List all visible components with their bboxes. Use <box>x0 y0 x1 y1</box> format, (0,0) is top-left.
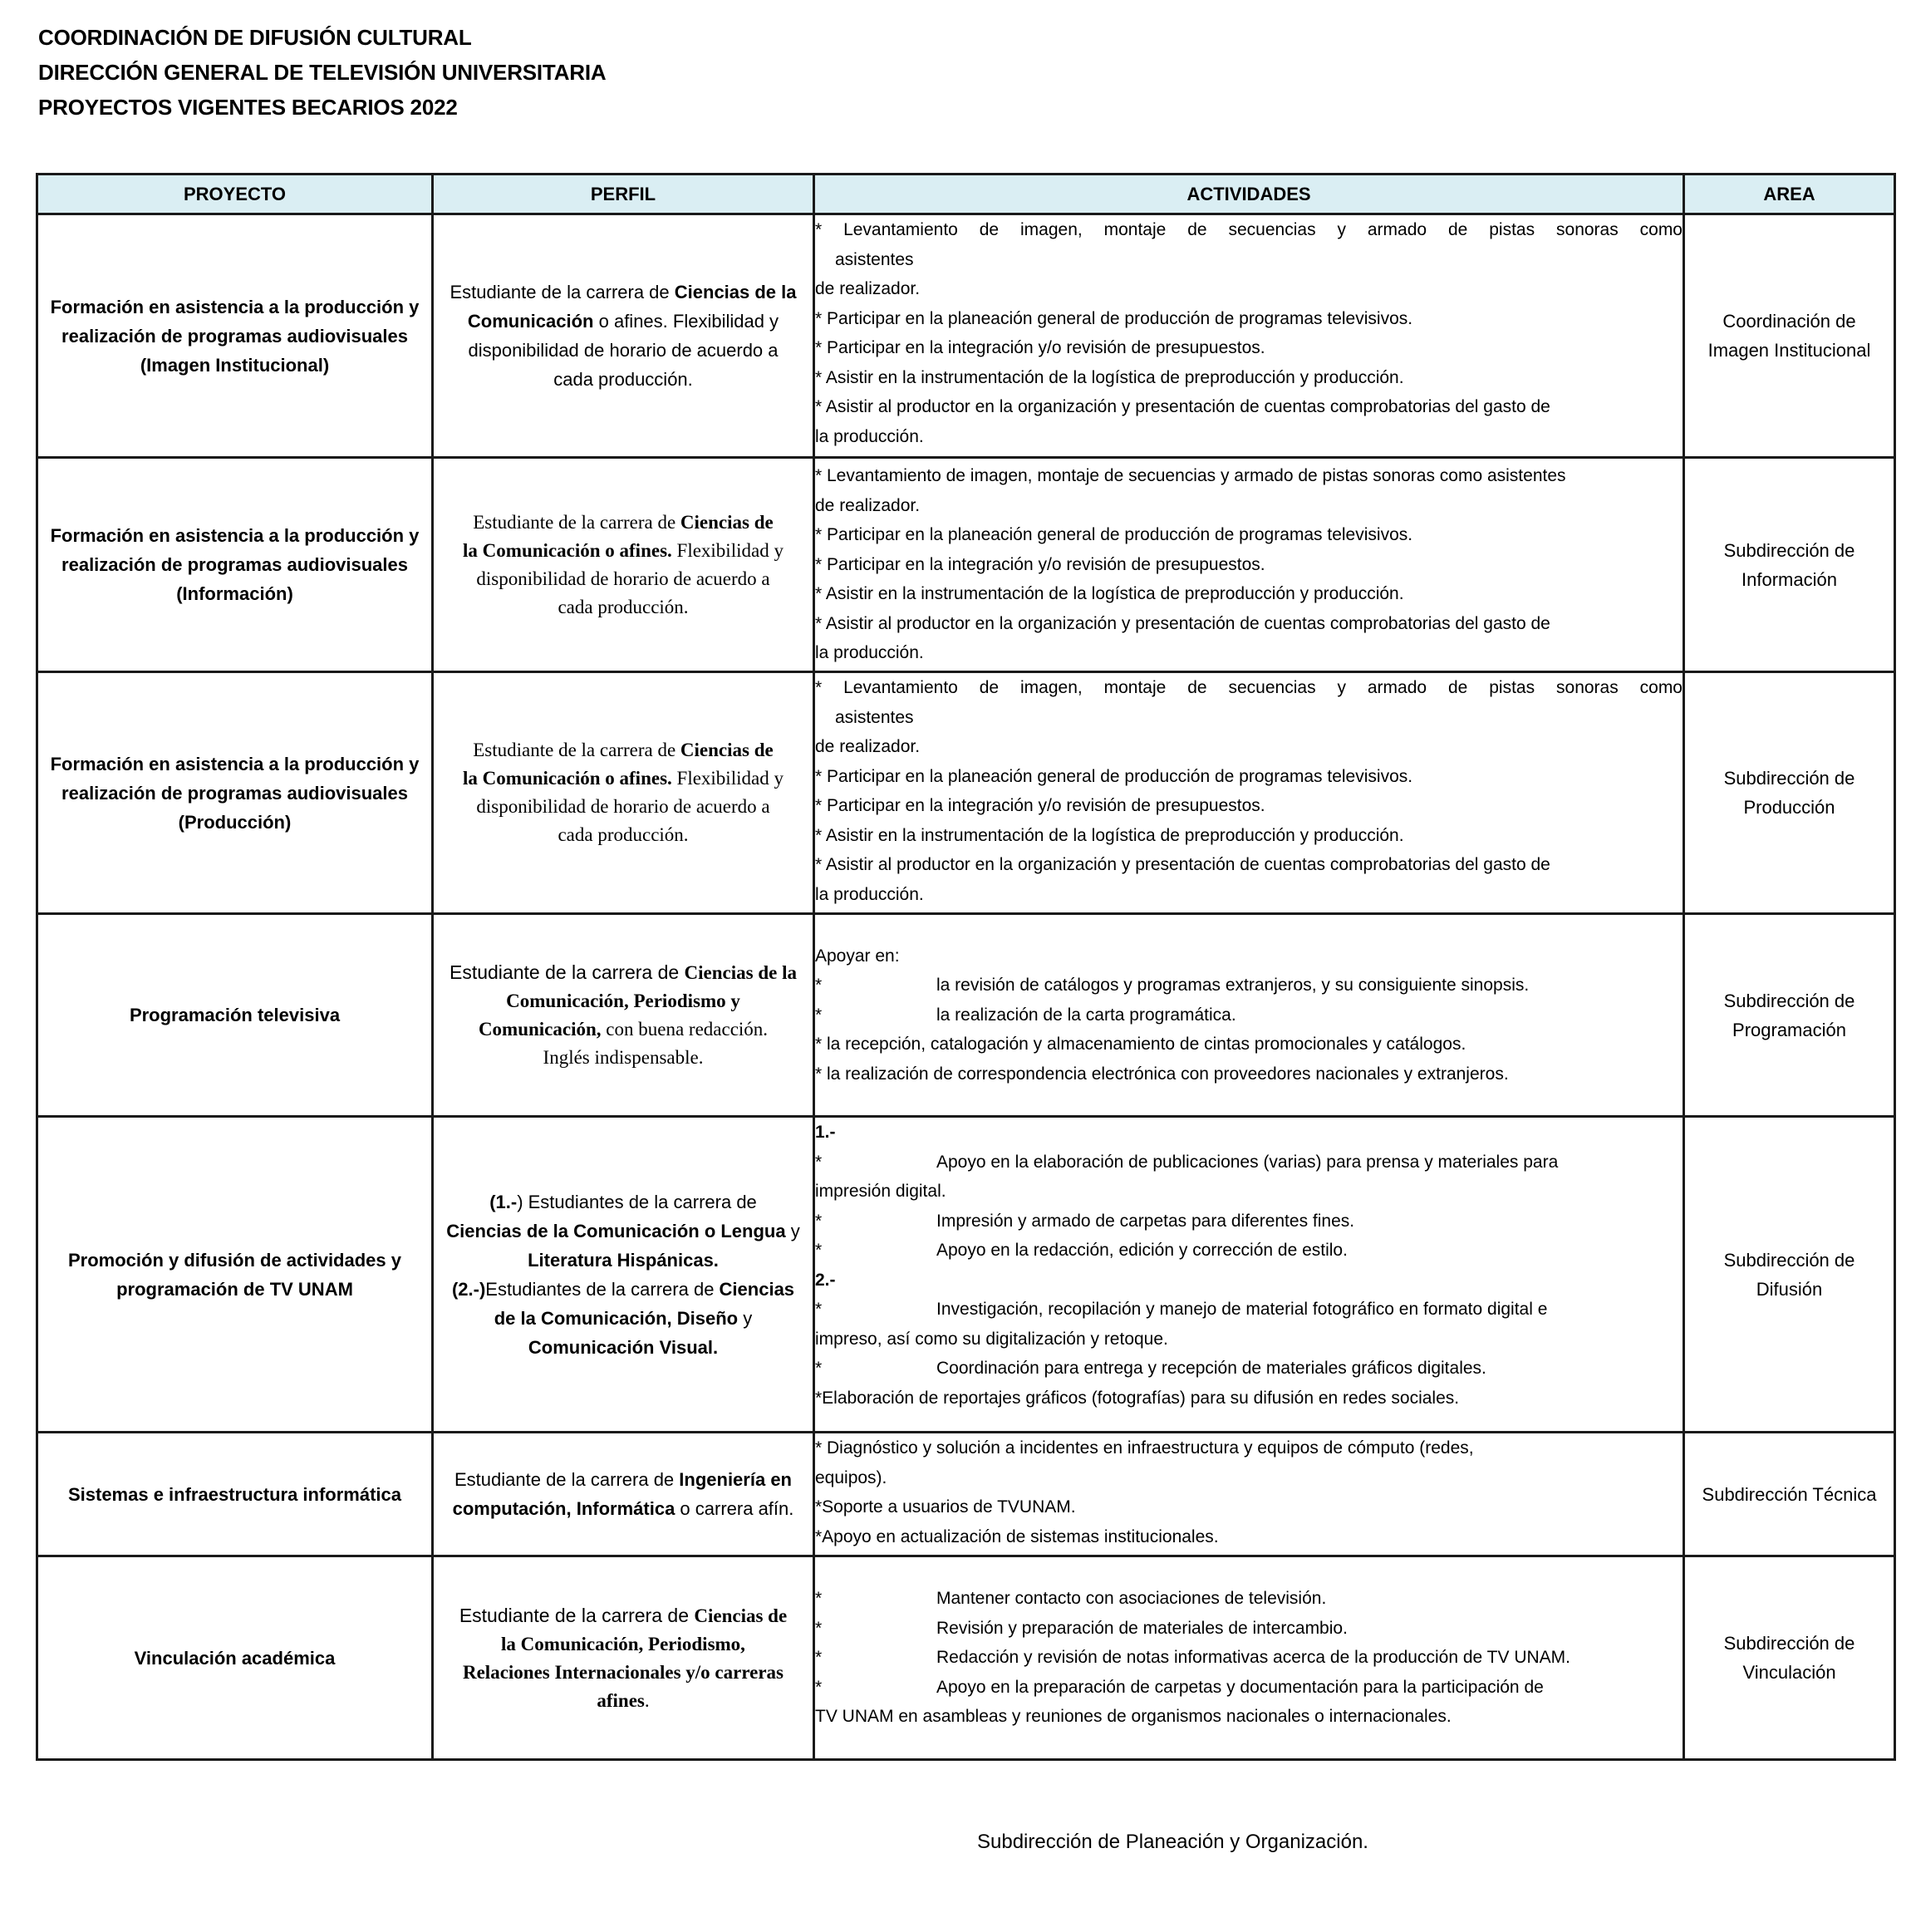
perfil-bold-text: Ingeniería en <box>679 1469 792 1490</box>
actividad-line: * Participar en la planeación general de producción de programas televisivos. <box>815 525 1413 545</box>
actividad-line: * Asistir en la instrumentación de la logística de preproducción y producción. <box>815 825 1404 845</box>
proyecto-cell <box>37 1433 433 1556</box>
perfil-bold-text: Ciencias de <box>680 511 774 533</box>
column-header-proyecto: PROYECTO <box>37 175 433 214</box>
actividad-line: Investigación, recopilación y manejo de material fotográfico en formato digital e <box>936 1300 1548 1319</box>
perfil-text: Estudiante de la carrera de <box>454 1469 680 1490</box>
actividad-line: Apoyo en la redacción, edición y corrección de estilo. <box>936 1241 1348 1260</box>
bullet-star-icon: * <box>815 1677 823 1697</box>
actividad-line: Apoyo en la elaboración de publicaciones (varias) para prensa y materiales para <box>936 1152 1559 1172</box>
bullet-star-icon: * <box>815 976 823 995</box>
actividad-line: Revisión y preparación de materiales de intercambio. <box>936 1618 1348 1638</box>
actividades-cell <box>814 1117 1684 1433</box>
perfil-bold-text: Ciencias de la Comunicación o Lengua <box>446 1220 786 1241</box>
actividad-line: Redacción y revisión de notas informativas acerca de la producción de TV UNAM. <box>936 1648 1570 1668</box>
heading-line-1: COORDINACIÓN DE DIFUSIÓN CULTURAL <box>38 25 472 50</box>
bullet-star-icon: * <box>815 1300 823 1319</box>
proyecto-cell <box>37 1556 433 1760</box>
actividades-cell <box>814 672 1684 914</box>
perfil-bold-text: Comunicación, <box>478 1019 602 1040</box>
perfil-cell <box>433 214 814 458</box>
bullet-star-icon: * <box>815 1152 823 1172</box>
actividad-line: Coordinación para entrega y recepción de materiales gráficos digitales. <box>936 1359 1486 1378</box>
proyecto-line: (Información) <box>176 583 293 604</box>
actividad-line: * Asistir al productor en la organización y presentación de cuentas comprobatorias del gasto de <box>815 855 1550 874</box>
perfil-text: con buena redacción. <box>601 1019 769 1040</box>
actividad-line: impresión digital. <box>815 1182 946 1201</box>
proyecto-line: realización de programas audiovisuales <box>61 325 408 347</box>
actividad-line: * Asistir en la instrumentación de la logística de preproducción y producción. <box>815 584 1404 604</box>
area-cell <box>1684 914 1895 1117</box>
table-row <box>37 458 1895 672</box>
table-row <box>37 214 1895 458</box>
perfil-text: Flexibilidad y <box>671 768 784 789</box>
perfil-cell <box>433 1117 814 1433</box>
actividad-line: * la realización de correspondencia electrónica con proveedores nacionales y extranjeros. <box>815 1064 1509 1084</box>
actividad-line: de realizador. <box>815 737 921 756</box>
area-line: Vinculación <box>1742 1662 1836 1683</box>
area-cell <box>1684 672 1895 914</box>
perfil-text: disponibilidad de horario de acuerdo a <box>476 796 770 817</box>
perfil-cell <box>433 672 814 914</box>
actividad-line: * Participar en la integración y/o revisión de presupuestos. <box>815 796 1265 815</box>
proyecto-line: Formación en asistencia a la producción y <box>50 525 420 546</box>
actividades-cell <box>814 914 1684 1117</box>
actividad-group-heading: 1.- <box>815 1123 836 1142</box>
actividad-line: * Diagnóstico y solución a incidentes en infraestructura y equipos de cómputo (redes, <box>815 1438 1474 1458</box>
actividad-line: * Asistir al productor en la organización y presentación de cuentas comprobatorias del gasto de <box>815 397 1550 416</box>
perfil-text: y <box>785 1220 800 1241</box>
proyecto-line: Formación en asistencia a la producción y <box>50 753 420 774</box>
perfil-text: Estudiante de la carrera de <box>459 1604 695 1626</box>
perfil-bold-text: Ciencias <box>719 1278 795 1300</box>
perfil-text: Estudiante de la carrera de <box>450 282 675 302</box>
perfil-text: Estudiante de la carrera de <box>473 511 680 533</box>
perfil-bold-text: de la Comunicación, Diseño <box>494 1307 739 1329</box>
actividad-line: * Levantamiento de imagen, montaje de secuencias y armado de pistas sonoras como asistentes <box>815 466 1566 486</box>
proyecto-line: Formación en asistencia a la producción y <box>50 296 420 317</box>
actividad-line: * Asistir al productor en la organización y presentación de cuentas comprobatorias del gasto de <box>815 613 1550 633</box>
proyecto-cell <box>37 458 433 672</box>
column-header-actividades: ACTIVIDADES <box>814 175 1684 214</box>
table-header-row <box>37 175 1895 214</box>
perfil-text: Estudiante de la carrera de <box>473 740 680 760</box>
bullet-star-icon: * <box>815 1618 823 1638</box>
perfil-text: Inglés indispensable. <box>543 1047 704 1068</box>
actividad-line: * Participar en la planeación general de producción de programas televisivos. <box>815 308 1413 328</box>
bullet-star-icon: * <box>815 1648 823 1668</box>
actividades-cell <box>814 214 1684 458</box>
actividad-line: impreso, así como su digitalización y retoque. <box>815 1329 1168 1349</box>
perfil-bold-text: Ciencias de la <box>674 282 797 302</box>
bullet-star-icon: * <box>815 1359 823 1378</box>
area-line: Coordinación de <box>1722 311 1856 332</box>
actividad-line: Apoyo en la preparación de carpetas y documentación para la participación de <box>936 1677 1544 1697</box>
actividad-line: * Participar en la planeación general de producción de programas televisivos. <box>815 766 1413 786</box>
perfil-bold-text: (1.- <box>489 1191 518 1212</box>
actividad-intro: Apoyar en: <box>815 946 900 966</box>
area-line: Subdirección de <box>1723 1633 1855 1654</box>
area-line: Subdirección de <box>1723 768 1855 789</box>
actividad-line: * Asistir en la instrumentación de la logística de preproducción y producción. <box>815 367 1404 387</box>
bullet-star-icon: * <box>815 1241 823 1260</box>
perfil-text: Flexibilidad y <box>671 539 784 561</box>
area-line: Producción <box>1743 797 1835 818</box>
actividad-line: Impresión y armado de carpetas para diferentes fines. <box>936 1211 1355 1231</box>
actividad-line: la revisión de catálogos y programas extranjeros, y su consiguiente sinopsis. <box>936 976 1530 995</box>
perfil-bold-text: Ciencias de <box>680 740 774 760</box>
proyecto-line: Vinculación académica <box>134 1647 336 1669</box>
perfil-bold-text: Comunicación, Periodismo y <box>506 991 740 1011</box>
perfil-text: disponibilidad de horario de acuerdo a <box>476 568 770 589</box>
actividad-line: *Soporte a usuarios de TVUNAM. <box>815 1497 1076 1517</box>
proyecto-cell <box>37 214 433 458</box>
actividad-line: * Levantamiento de imagen, montaje de secuencias y armado de pistas sonoras como <box>815 678 1683 697</box>
perfil-text: disponibilidad de horario de acuerdo a <box>468 340 779 361</box>
actividad-line: la producción. <box>815 426 924 446</box>
actividades-cell <box>814 1433 1684 1556</box>
perfil-bold-text: (2.-) <box>451 1278 486 1300</box>
area-cell <box>1684 458 1895 672</box>
table-row <box>37 1433 1895 1556</box>
actividades-cell <box>814 458 1684 672</box>
actividad-line: asistentes <box>835 249 914 269</box>
bullet-star-icon: * <box>815 1211 823 1231</box>
table-row <box>37 914 1895 1117</box>
proyecto-cell <box>37 672 433 914</box>
perfil-bold-text: afines <box>597 1689 645 1711</box>
area-line: Subdirección Técnica <box>1702 1483 1877 1505</box>
perfil-cell <box>433 1556 814 1760</box>
perfil-text: y <box>738 1307 753 1329</box>
projects-table <box>36 173 1896 1761</box>
area-line: Subdirección de <box>1723 539 1855 561</box>
actividades-cell <box>814 1556 1684 1760</box>
proyecto-cell <box>37 1117 433 1433</box>
perfil-text: o carrera afín. <box>675 1498 794 1519</box>
table-row <box>37 672 1895 914</box>
area-line: Subdirección de <box>1723 990 1855 1011</box>
area-cell <box>1684 1556 1895 1760</box>
actividad-line: la producción. <box>815 884 924 904</box>
proyecto-line: (Imagen Institucional) <box>140 354 330 376</box>
area-cell <box>1684 214 1895 458</box>
perfil-bold-text: Relaciones Internacionales y/o carreras <box>462 1661 784 1683</box>
actividad-line: *Apoyo en actualización de sistemas institucionales. <box>815 1526 1219 1546</box>
actividad-line: TV UNAM en asambleas y reuniones de organismos nacionales o internacionales. <box>815 1707 1452 1727</box>
perfil-text: Estudiantes de la carrera de <box>485 1278 720 1300</box>
proyecto-line: realización de programas audiovisuales <box>61 554 408 575</box>
actividad-line: de realizador. <box>815 495 921 515</box>
actividad-line: equipos). <box>815 1467 887 1487</box>
perfil-bold-text: la Comunicación o afines. <box>463 539 672 561</box>
actividad-group-heading: 2.- <box>815 1270 836 1290</box>
actividad-line: Mantener contacto con asociaciones de televisión. <box>936 1589 1327 1609</box>
proyecto-line: Promoción y difusión de actividades y <box>68 1249 401 1271</box>
perfil-text: o afines. Flexibilidad y <box>593 311 779 332</box>
actividad-line: la producción. <box>815 643 924 663</box>
perfil-cell <box>433 914 814 1117</box>
perfil-cell <box>433 1433 814 1556</box>
perfil-text: cada producción. <box>553 369 693 390</box>
bullet-star-icon: * <box>815 1005 823 1025</box>
perfil-text: cada producción. <box>558 596 689 617</box>
actividad-line: la realización de la carta programática. <box>936 1005 1236 1025</box>
proyecto-line: realización de programas audiovisuales <box>61 782 408 804</box>
perfil-text: Estudiante de la carrera de <box>449 961 685 983</box>
actividad-line: * Participar en la integración y/o revisión de presupuestos. <box>815 554 1265 574</box>
perfil-bold-text: la Comunicación, Periodismo, <box>501 1633 745 1654</box>
proyecto-line: Sistemas e infraestructura informática <box>67 1483 402 1505</box>
perfil-bold-text: la Comunicación o afines. <box>463 768 672 789</box>
perfil-bold-text: Literatura Hispánicas. <box>528 1249 719 1271</box>
table-row <box>37 1117 1895 1433</box>
column-header-perfil: PERFIL <box>433 175 814 214</box>
proyecto-line: programación de TV UNAM <box>116 1278 353 1300</box>
area-line: Información <box>1742 568 1837 590</box>
column-header-area: AREA <box>1684 175 1895 214</box>
area-line: Subdirección de <box>1723 1249 1855 1271</box>
perfil-text: cada producción. <box>558 824 689 845</box>
actividad-line: * Participar en la integración y/o revisión de presupuestos. <box>815 338 1265 357</box>
perfil-bold-text: Comunicación Visual. <box>528 1336 719 1358</box>
area-cell <box>1684 1117 1895 1433</box>
actividad-line: * la recepción, catalogación y almacenamiento de cintas promocionales y catálogos. <box>815 1035 1466 1054</box>
perfil-text: . <box>644 1689 650 1711</box>
area-line: Difusión <box>1756 1278 1823 1300</box>
table-row <box>37 1556 1895 1760</box>
heading-line-3: PROYECTOS VIGENTES BECARIOS 2022 <box>38 95 458 120</box>
proyecto-cell <box>37 914 433 1117</box>
perfil-bold-text: computación, Informática <box>452 1498 675 1519</box>
perfil-bold-text: Comunicación <box>467 311 594 332</box>
actividad-line: *Elaboración de reportajes gráficos (fotografías) para su difusión en redes sociales. <box>815 1388 1460 1408</box>
perfil-text: ) Estudiantes de la carrera de <box>517 1191 757 1212</box>
perfil-cell <box>433 458 814 672</box>
perfil-bold-text: Ciencias de <box>694 1605 788 1626</box>
heading-line-2: DIRECCIÓN GENERAL DE TELEVISIÓN UNIVERSITARIA <box>38 60 607 85</box>
area-cell <box>1684 1433 1895 1556</box>
actividad-line: de realizador. <box>815 279 921 298</box>
bullet-star-icon: * <box>815 1589 823 1609</box>
actividad-line: * Levantamiento de imagen, montaje de secuencias y armado de pistas sonoras como <box>815 220 1683 239</box>
area-line: Programación <box>1732 1019 1846 1040</box>
proyecto-line: Programación televisiva <box>129 1005 341 1025</box>
proyecto-line: (Producción) <box>178 811 292 833</box>
footer-signature: Subdirección de Planeación y Organización. <box>977 1831 1368 1853</box>
area-line: Imagen Institucional <box>1707 340 1871 361</box>
actividad-line: asistentes <box>835 707 914 727</box>
perfil-bold-text: Ciencias de la <box>684 962 797 983</box>
document-heading <box>38 20 606 125</box>
